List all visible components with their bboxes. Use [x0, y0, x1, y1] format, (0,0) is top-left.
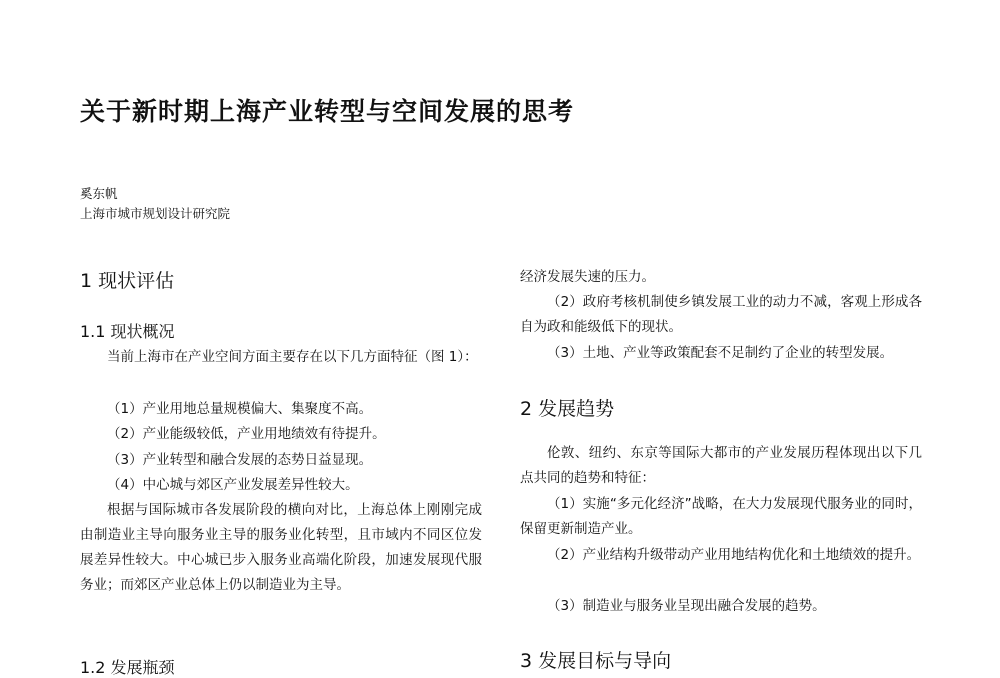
list-item: （1）产业用地总量规模偏大、集聚度不高。 [107, 401, 373, 417]
list-item: （3）制造业与服务业呈现出融合发展的趋势。 [547, 598, 826, 614]
author-affiliation: 上海市城市规划设计研究院 [80, 206, 231, 221]
paragraph: 当前上海市在产业空间方面主要存在以下几方面特征（图 1）： [107, 349, 478, 365]
paragraph: 根据与国际城市各发展阶段的横向对比，上海总体上刚刚完成由制造业主导向服务业主导的服务业化转型，且市域内不同区位发展差异性较大。中心城已步入服务业高端化阶段，加速发展现代服务业；而郊区产业总体上仍以制造业为主导。 [80, 502, 482, 593]
list-item: （2）产业能级较低，产业用地绩效有待提升。 [107, 426, 386, 442]
list-item: （2）政府考核机制使乡镇发展工业的动力不减，客观上形成各自为政和能级低下的现状。 [520, 294, 922, 335]
section-heading-3: 3 发展目标与导向 [520, 650, 672, 672]
section-heading-1: 1 现状评估 [80, 270, 175, 292]
paragraph: 伦敦、纽约、东京等国际大都市的产业发展历程体现出以下几点共同的趋势和特征： [520, 445, 922, 486]
list-item: （1）实施“多元化经济”战略，在大力发展现代服务业的同时，保留更新制造产业。 [520, 496, 922, 537]
list-item: （3）产业转型和融合发展的态势日益显现。 [107, 452, 373, 468]
section-heading-2: 2 发展趋势 [520, 398, 615, 420]
paragraph: 经济发展失速的压力。 [520, 269, 655, 285]
author-name: 奚东帆 [80, 186, 118, 201]
list-item: （4）中心城与郊区产业发展差异性较大。 [107, 477, 359, 493]
list-item: （3）土地、产业等政策配套不足制约了企业的转型发展。 [547, 345, 894, 361]
subsection-heading-1-2: 1.2 发展瓶颈 [80, 658, 175, 677]
list-item: （2）产业结构升级带动产业用地结构优化和土地绩效的提升。 [547, 547, 921, 563]
paper-title: 关于新时期上海产业转型与空间发展的思考 [80, 97, 575, 126]
subsection-heading-1-1: 1.1 现状概况 [80, 322, 175, 341]
